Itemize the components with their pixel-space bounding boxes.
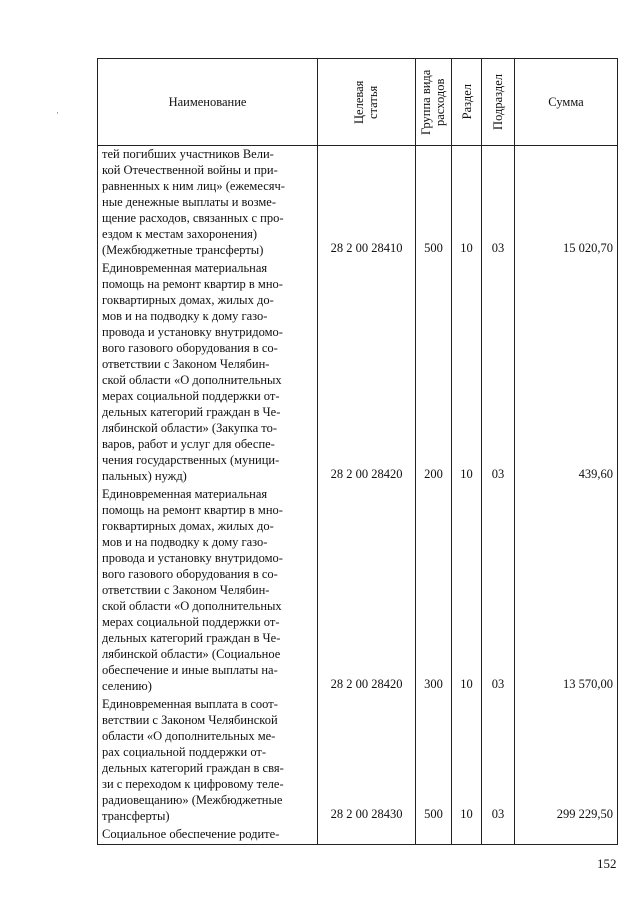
description-line: ные денежные выплаты и возме- [102, 195, 277, 209]
description-line: мерах социальной поддержки от- [102, 615, 280, 629]
row-code: 28 2 00 28420 [318, 486, 416, 696]
row-group: 500 [416, 146, 452, 261]
row-group: 300 [416, 486, 452, 696]
table-header-row [98, 59, 618, 146]
description-line: провода и установку внутридомо- [102, 551, 283, 565]
row-sum [515, 826, 618, 845]
description-line: трансферты) [102, 809, 170, 823]
table-body [98, 146, 618, 845]
description-line: области «О дополнительных ме- [102, 729, 276, 743]
row-sum: 13 570,00 [515, 486, 618, 696]
description-line: селению) [102, 679, 152, 693]
row-description [98, 486, 318, 696]
description-line: ской области «О дополнительных [102, 599, 282, 613]
row-sum: 15 020,70 [515, 146, 618, 261]
description-line: (Межбюджетные трансферты) [102, 243, 264, 257]
description-line: рах социальной поддержки от- [102, 745, 267, 759]
description-line: гоквартирных домах, жилых до- [102, 293, 274, 307]
description-line: щение расходов, связанных с про- [102, 211, 284, 225]
description-line: мов и на подводку к дому газо- [102, 309, 268, 323]
table-row [98, 826, 618, 845]
row-code [318, 826, 416, 845]
description-line: варов, работ и услуг для обеспе- [102, 437, 275, 451]
description-line: дельных категорий граждан в Че- [102, 631, 281, 645]
table-row [98, 260, 618, 486]
description-line: гоквартирных домах, жилых до- [102, 519, 274, 533]
description-line: зи с переходом к цифровому теле- [102, 777, 284, 791]
description-line: равненных к ним лиц» (ежемесяч- [102, 179, 285, 193]
description-line: вого газового оборудования в со- [102, 567, 278, 581]
description-line: пальных) нужд) [102, 469, 187, 483]
row-section: 10 [452, 696, 482, 826]
description-line: ответствии с Законом Челябин- [102, 583, 270, 597]
budget-table [97, 58, 618, 845]
row-subsection: 03 [482, 696, 515, 826]
row-section: 10 [452, 146, 482, 261]
row-code: 28 2 00 28430 [318, 696, 416, 826]
row-description [98, 260, 318, 486]
description-line: Социальное обеспечение родите- [102, 827, 280, 841]
row-description [98, 146, 318, 261]
description-line: кой Отечественной войны и при- [102, 163, 278, 177]
description-line: вого газового оборудования в со- [102, 341, 278, 355]
table-row [98, 146, 618, 261]
header-group-cell [416, 59, 452, 146]
description-line: лябинской области» (Закупка то- [102, 421, 278, 435]
row-code: 28 2 00 28420 [318, 260, 416, 486]
page-number: 152 [597, 856, 617, 871]
row-group [416, 826, 452, 845]
description-line: ездом к местам захоронения) [102, 227, 258, 241]
description-line: Единовременная материальная [102, 487, 268, 501]
description-line: ветствии с Законом Челябинской [102, 713, 278, 727]
header-subsection-cell [482, 59, 515, 146]
row-group: 500 [416, 696, 452, 826]
description-line: мов и на подводку к дому газо- [102, 535, 268, 549]
row-description [98, 696, 318, 826]
row-section: 10 [452, 486, 482, 696]
header-section-cell [452, 59, 482, 146]
row-subsection: 03 [482, 486, 515, 696]
row-description [98, 826, 318, 845]
description-line: ской области «О дополнительных [102, 373, 282, 387]
row-section: 10 [452, 260, 482, 486]
description-line: дельных категорий граждан в свя- [102, 761, 284, 775]
description-line: помощь на ремонт квартир в мно- [102, 277, 283, 291]
description-line: дельных категорий граждан в Че- [102, 405, 281, 419]
header-section: Раздел [459, 84, 474, 120]
header-code: Целевая статья [351, 80, 380, 124]
description-line: обеспечение и иные выплаты на- [102, 663, 278, 677]
row-subsection: 03 [482, 146, 515, 261]
row-subsection: 03 [482, 260, 515, 486]
description-line: радиовещанию» (Межбюджетные [102, 793, 283, 807]
header-code-cell [318, 59, 416, 146]
description-line: помощь на ремонт квартир в мно- [102, 503, 283, 517]
margin-tick: · [56, 108, 59, 118]
row-sum: 439,60 [515, 260, 618, 486]
table-row [98, 696, 618, 826]
description-line: провода и установку внутридомо- [102, 325, 283, 339]
description-line: Единовременная выплата в соот- [102, 697, 278, 711]
row-code: 28 2 00 28410 [318, 146, 416, 261]
description-line: тей погибших участников Вели- [102, 147, 274, 161]
description-line: мерах социальной поддержки от- [102, 389, 280, 403]
row-section [452, 826, 482, 845]
row-group: 200 [416, 260, 452, 486]
table-row [98, 486, 618, 696]
description-line: Единовременная материальная [102, 261, 268, 275]
row-subsection [482, 826, 515, 845]
row-sum: 299 229,50 [515, 696, 618, 826]
description-line: лябинской области» (Социальное [102, 647, 281, 661]
header-sum: Сумма [515, 59, 618, 146]
header-group: Группа вида расходов [418, 69, 447, 135]
header-subsection: Подраздел [491, 74, 505, 130]
description-line: ответствии с Законом Челябин- [102, 357, 270, 371]
header-name: Наименование [98, 59, 318, 146]
description-line: чения государственных (муници- [102, 453, 280, 467]
